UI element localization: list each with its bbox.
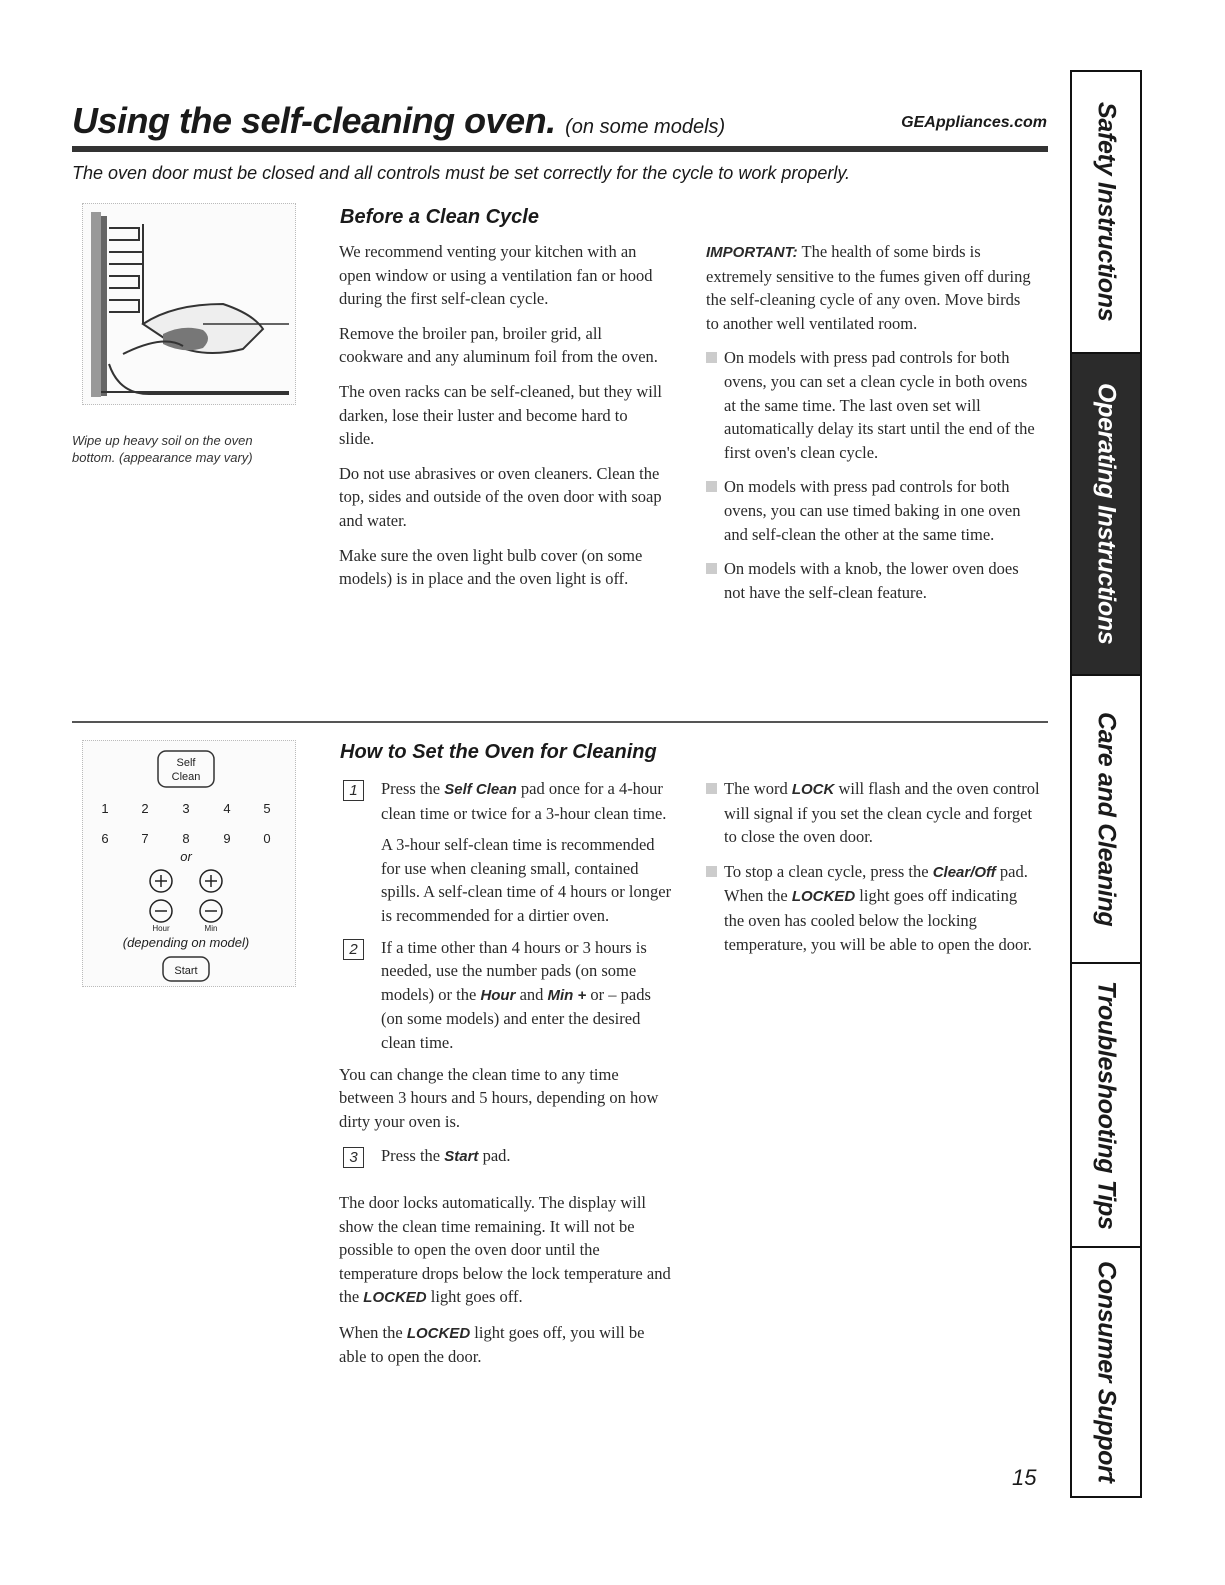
step-1-number: 1 xyxy=(343,780,364,801)
r1-text-a: The word xyxy=(724,779,788,798)
control-pad-illustration xyxy=(82,740,296,987)
control-pad-diagram xyxy=(83,741,295,986)
when-text-a: When the xyxy=(339,1322,403,1342)
step2-text-e: or – pads (on some models) and enter the desired clean time. xyxy=(381,984,651,1052)
howto-right-column xyxy=(706,777,1041,967)
min-plus-label: Min + xyxy=(547,986,587,1004)
before-p5: Make sure the oven light bulb cover (on some models) is in place and the oven light is off. xyxy=(339,545,643,589)
figure1-caption: Wipe up heavy soil on the oven bottom. (appearance may vary) xyxy=(72,433,253,465)
page-title xyxy=(72,100,725,142)
tab-label-consumer: Consumer Support xyxy=(1092,1261,1121,1483)
tab-label-care: Care and Cleaning xyxy=(1092,711,1121,927)
bullet-1: On models with press pad controls for both ovens, you can set a clean cycle in both ovens at the same time. The last oven set will automatically delay its start until the end of the first oven's clean cycle. xyxy=(706,346,1036,464)
clear-off-label: Clear/Off xyxy=(932,863,996,881)
svg-text:5: 5 xyxy=(263,801,271,816)
before-right-column xyxy=(706,240,1036,615)
svg-text:or: or xyxy=(180,849,192,864)
step-1 xyxy=(339,777,674,928)
door-text-c: light goes off. xyxy=(430,1287,523,1307)
door-locks-text xyxy=(339,1191,674,1310)
r1-text-c: will flash and the oven control will signal if you set the clean cycle and forget to close the oven door. xyxy=(724,779,1040,847)
r2-text-a: To stop a clean cycle, press the xyxy=(724,861,929,881)
before-p2: Remove the broiler pan, broiler grid, all cookware and any aluminum foil from the oven. xyxy=(339,323,658,367)
svg-text:8: 8 xyxy=(182,831,190,846)
clean-label: Clean xyxy=(171,771,201,783)
step1-text-a: Press the xyxy=(381,779,441,798)
important-text: The health of some birds is extremely sensitive to the fumes given off during the self-cleaning cycle of any oven. Move birds to another well ventilated room. xyxy=(706,242,1031,333)
when-text-c: light goes off, you will be able to open the door. xyxy=(339,1322,645,1367)
before-heading: Before a Clean Cycle xyxy=(340,206,539,228)
tab-label-troubleshooting: Troubleshooting Tips xyxy=(1092,980,1121,1230)
before-p3: The oven racks can be self-cleaned, but they will darken, lose their luster and become hard to slide. xyxy=(339,381,662,449)
r2-text-e: light goes off indicating the oven has cooled below the locking temperature, you will be able to open the door. xyxy=(724,886,1032,954)
step1-note: A 3-hour self-clean time is recommended for use when cleaning small, contained spills. A self-clean time of 4 hours or longer is recommended for a dirtier oven. xyxy=(381,835,672,925)
change-time-text: You can change the clean time to any time between 3 hours and 5 hours, depending on how dirty your oven is. xyxy=(339,1064,659,1131)
side-navigation xyxy=(1070,70,1142,1498)
before-p4: Do not use abrasives or oven cleaners. Clean the top, sides and outside of the oven door with soap and water. xyxy=(339,463,662,530)
header-rule xyxy=(72,146,1048,152)
svg-text:1: 1 xyxy=(101,801,109,816)
svg-text:6: 6 xyxy=(101,831,109,846)
page-title-note: (on some models) xyxy=(565,116,726,138)
when-locked-text xyxy=(339,1321,674,1369)
step2-text-a: If a time other than 4 hours or 3 hours is needed, use the number pads (on some models) or the xyxy=(381,937,647,1004)
oven-wipe-icon xyxy=(83,204,295,404)
locked-label: LOCKED xyxy=(363,1289,427,1307)
locked-label-3: LOCKED xyxy=(791,888,856,906)
hour-label: Hour xyxy=(480,986,516,1004)
locked-label-2: LOCKED xyxy=(406,1324,471,1342)
howto-left-column xyxy=(339,777,674,1380)
self-label: Self xyxy=(176,757,196,769)
tab-label-safety: Safety Instructions xyxy=(1092,102,1121,322)
important-label: IMPORTANT: xyxy=(706,244,798,261)
svg-text:Hour: Hour xyxy=(152,924,170,933)
svg-text:Min: Min xyxy=(204,924,218,933)
section-rule xyxy=(72,721,1048,723)
step-3 xyxy=(339,1144,674,1169)
bullet-3: On models with a knob, the lower oven does not have the self-clean feature. xyxy=(706,557,1036,604)
page-subtitle: The oven door must be closed and all controls must be set correctly for the cycle to work properly. xyxy=(72,163,851,183)
tab-consumer-support[interactable] xyxy=(1072,1248,1140,1496)
step-2-number: 2 xyxy=(343,939,364,960)
svg-text:2: 2 xyxy=(141,801,149,816)
self-clean-label: Self Clean xyxy=(444,781,517,798)
before-left-column xyxy=(339,240,664,602)
svg-text:9: 9 xyxy=(223,831,231,846)
howto-heading: How to Set the Oven for Cleaning xyxy=(340,741,657,763)
before-p1: We recommend venting your kitchen with an open window or using a ventilation fan or hood during the first self-clean cycle. xyxy=(339,242,653,309)
bullet-2: On models with press pad controls for both ovens, you can use timed baking in one oven and self-clean the other at the same time. xyxy=(706,475,1036,546)
step3-text-c: pad. xyxy=(482,1146,511,1166)
page-title-main: Using the self-cleaning oven. xyxy=(72,100,556,141)
r2-text-c: pad. When the xyxy=(724,861,1028,906)
step3-text-a: Press the xyxy=(381,1146,441,1166)
website-label: GEAppliances.com xyxy=(901,114,1047,131)
lock-label: LOCK xyxy=(791,781,835,798)
step-3-number: 3 xyxy=(343,1147,364,1168)
svg-text:3: 3 xyxy=(182,801,190,816)
stop-cycle-bullet xyxy=(706,860,1041,956)
page-number: 15 xyxy=(1012,1465,1037,1490)
step1-text-c: pad once for a 4-hour clean time or twice for a 3-hour clean time. xyxy=(381,779,667,823)
tab-troubleshooting-tips[interactable] xyxy=(1072,964,1140,1248)
lock-flash-bullet xyxy=(706,777,1041,849)
tab-safety-instructions[interactable] xyxy=(1072,72,1140,354)
svg-text:Start: Start xyxy=(174,965,198,977)
important-note xyxy=(706,240,1036,335)
tab-label-operating: Operating Instructions xyxy=(1092,383,1121,645)
tab-care-and-cleaning[interactable] xyxy=(1072,676,1140,964)
svg-text:0: 0 xyxy=(263,831,271,846)
start-label: Start xyxy=(444,1148,479,1166)
svg-text:(depending on model): (depending on model) xyxy=(122,935,250,950)
oven-wipe-illustration xyxy=(82,203,296,405)
door-text-a: The door locks automatically. The display will show the clean time remaining. It will not be possible to open the oven door until the temperature drops below the lock temperature and the xyxy=(339,1192,671,1307)
tab-operating-instructions[interactable] xyxy=(1072,354,1140,676)
step-2 xyxy=(339,936,674,1055)
step2-text-c: and xyxy=(519,984,544,1004)
svg-text:7: 7 xyxy=(141,831,149,846)
svg-text:4: 4 xyxy=(223,801,231,816)
